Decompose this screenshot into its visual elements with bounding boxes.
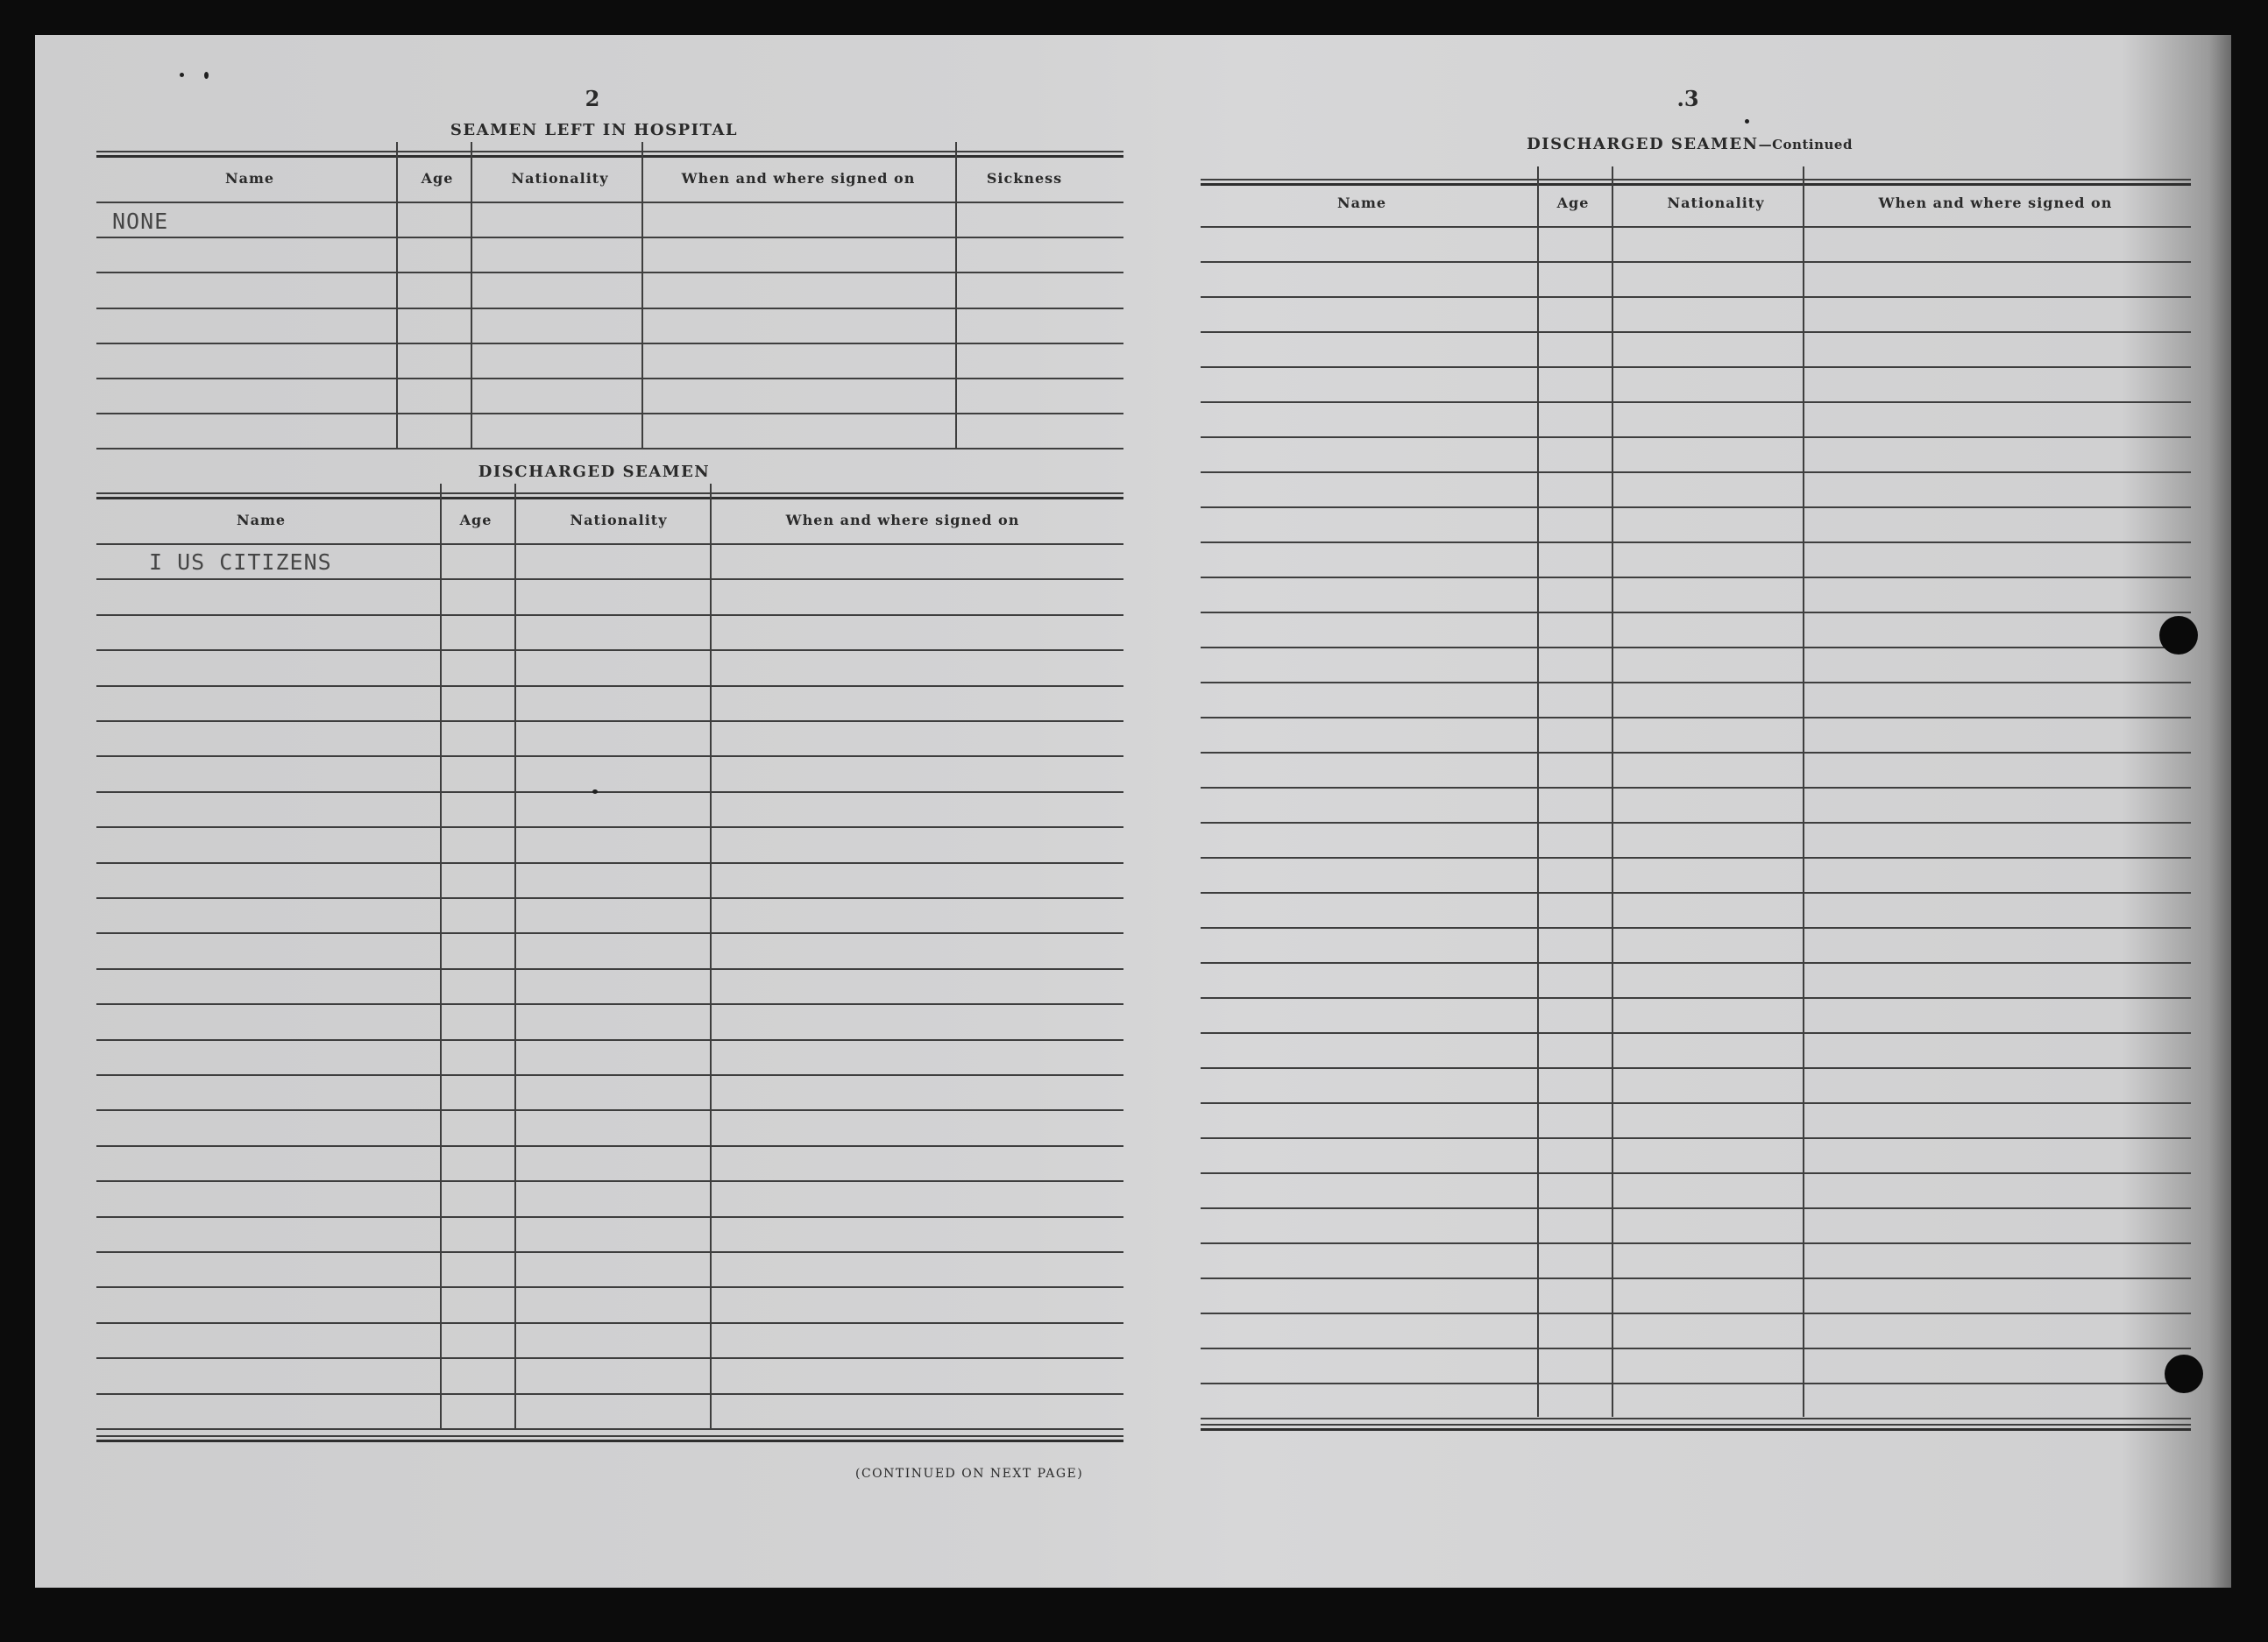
column-rule [514, 484, 516, 1428]
row-rule [1201, 436, 2191, 438]
row-rule [96, 1039, 1123, 1041]
right-col-signed-on: When and where signed on [1878, 195, 2113, 211]
bottom-rule [96, 1435, 1123, 1437]
column-rule [1612, 166, 1613, 1417]
discharged-entry-us-citizens: I US CITIZENS [149, 549, 332, 575]
row-rule [1201, 471, 2191, 473]
row-rule [96, 862, 1123, 864]
row-rule [1201, 541, 2191, 543]
row-rule [1201, 612, 2191, 613]
column-rule [955, 142, 957, 448]
row-rule [96, 932, 1123, 934]
ink-speck [1745, 119, 1749, 124]
row-rule [96, 649, 1123, 651]
row-rule [96, 897, 1123, 899]
row-rule [96, 1322, 1123, 1324]
row-rule [1201, 1102, 2191, 1104]
row-rule [1201, 647, 2191, 648]
ink-speck [180, 73, 184, 77]
row-rule [96, 1145, 1123, 1147]
right-top-rule-double [1201, 183, 2191, 186]
row-rule [1201, 1067, 2191, 1069]
discharged-col-name: Name [236, 512, 287, 528]
row-rule [1201, 296, 2191, 298]
discharged-col-signed-on: When and where signed on [785, 512, 1020, 528]
row-rule [1201, 366, 2191, 368]
row-rule [1201, 1172, 2191, 1174]
column-rule [710, 484, 712, 1428]
row-rule [1201, 682, 2191, 683]
row-rule [96, 1003, 1123, 1005]
discharged-col-age: Age [459, 512, 493, 528]
ink-speck [204, 72, 209, 79]
row-rule [96, 1180, 1123, 1182]
continued-title-sub: —Continued [1758, 137, 1853, 152]
manifest-sheet [35, 35, 2231, 1588]
hospital-col-name: Name [224, 170, 275, 187]
row-rule [96, 755, 1123, 757]
row-rule [96, 237, 1123, 238]
right-top-rule [1201, 179, 2191, 180]
column-rule [396, 142, 398, 448]
row-rule [1201, 857, 2191, 859]
column-rule [641, 142, 643, 448]
row-rule [1201, 261, 2191, 263]
row-rule [1201, 1242, 2191, 1244]
row-rule [96, 343, 1123, 344]
hospital-top-rule-double [96, 155, 1123, 158]
row-rule [1201, 1278, 2191, 1279]
row-rule [1201, 506, 2191, 508]
ink-speck [592, 789, 598, 794]
column-rule [1537, 166, 1539, 1417]
row-rule [96, 1428, 1123, 1430]
row-rule [1201, 927, 2191, 929]
row-rule [1201, 822, 2191, 824]
hospital-col-sickness: Sickness [986, 170, 1063, 187]
row-rule [96, 202, 1123, 203]
discharged-top-rule [96, 492, 1123, 494]
hospital-col-nationality: Nationality [511, 170, 609, 187]
row-rule [96, 720, 1123, 722]
row-rule [96, 578, 1123, 580]
row-rule [96, 1109, 1123, 1111]
hospital-section-title: SEAMEN LEFT IN HOSPITAL [450, 121, 739, 139]
row-rule [1201, 401, 2191, 403]
row-rule [96, 685, 1123, 687]
column-rule [440, 484, 442, 1428]
row-rule [96, 968, 1123, 970]
hospital-col-signed-on: When and where signed on [681, 170, 916, 187]
bottom-rule-double [1201, 1428, 2191, 1431]
right-col-nationality: Nationality [1667, 195, 1765, 211]
row-rule [1201, 331, 2191, 333]
row-rule [96, 826, 1123, 828]
row-rule [1201, 752, 2191, 754]
row-rule [1201, 1137, 2191, 1139]
hospital-entry-none: NONE [112, 209, 169, 234]
hospital-top-rule [96, 151, 1123, 152]
row-rule [1201, 1418, 2191, 1419]
row-rule [96, 1216, 1123, 1218]
column-rule [471, 142, 472, 448]
row-rule [1201, 1313, 2191, 1314]
column-rule [1803, 166, 1804, 1417]
row-rule [96, 614, 1123, 616]
row-rule [1201, 1032, 2191, 1034]
row-rule [96, 1393, 1123, 1395]
page-number-left: 2 [585, 86, 600, 111]
row-rule [96, 1286, 1123, 1288]
row-rule [1201, 1348, 2191, 1349]
row-rule [96, 791, 1123, 793]
row-rule [96, 1074, 1123, 1076]
discharged-top-rule-double [96, 497, 1123, 499]
punch-hole-upper [2159, 616, 2198, 655]
row-rule [1201, 892, 2191, 894]
bottom-rule [1201, 1424, 2191, 1426]
hospital-col-age: Age [421, 170, 454, 187]
row-rule [96, 308, 1123, 309]
row-rule [96, 448, 1123, 449]
row-rule [1201, 717, 2191, 718]
row-rule [96, 1357, 1123, 1359]
row-rule [96, 543, 1123, 545]
punch-hole-lower [2165, 1355, 2203, 1393]
row-rule [1201, 226, 2191, 228]
row-rule [1201, 962, 2191, 964]
row-rule [1201, 997, 2191, 999]
page-number-right: .3 [1676, 86, 1699, 111]
row-rule [1201, 1383, 2191, 1384]
row-rule [96, 413, 1123, 414]
bottom-rule-double [96, 1440, 1123, 1442]
row-rule [96, 1251, 1123, 1253]
discharged-section-title: DISCHARGED SEAMEN [478, 463, 711, 481]
continued-note: (CONTINUED ON NEXT PAGE) [855, 1467, 1084, 1481]
continued-section-title [1527, 135, 1853, 153]
right-col-name: Name [1336, 195, 1387, 211]
right-col-age: Age [1556, 195, 1590, 211]
row-rule [1201, 787, 2191, 789]
row-rule [96, 272, 1123, 273]
row-rule [1201, 1207, 2191, 1209]
row-rule [1201, 577, 2191, 578]
continued-title-main: DISCHARGED SEAMEN [1527, 135, 1759, 153]
row-rule [96, 378, 1123, 379]
discharged-col-nationality: Nationality [570, 512, 668, 528]
